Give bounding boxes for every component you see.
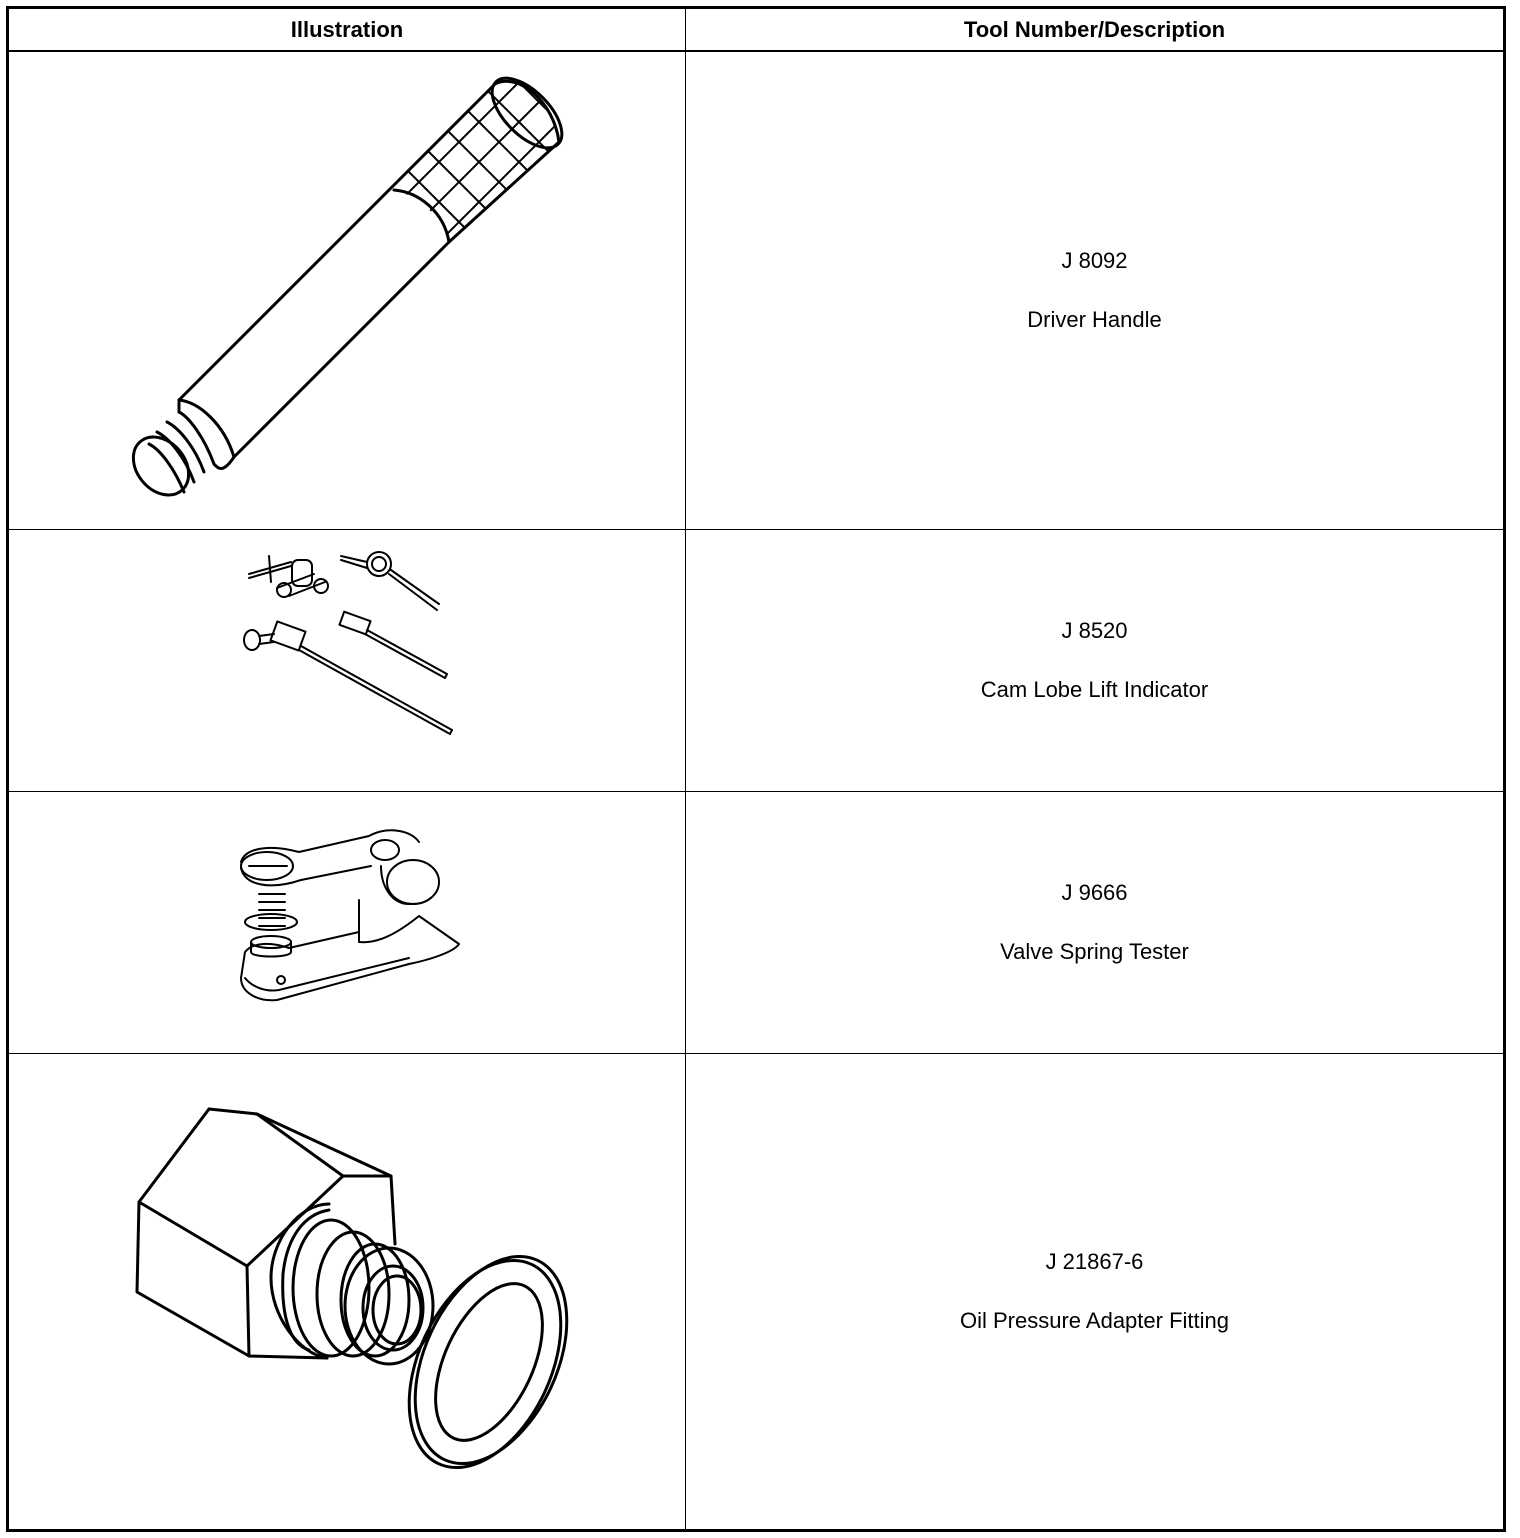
- tools-table: [6, 6, 1506, 1532]
- illustration-cell: [9, 1054, 685, 1529]
- table-row: [9, 530, 1503, 791]
- table-row: [9, 792, 1503, 1053]
- description-cell: [686, 52, 1503, 529]
- tool-description: Cam Lobe Lift Indicator: [980, 677, 1209, 702]
- oil-pressure-adapter-fitting-icon: [9, 1054, 685, 1529]
- cam-lobe-lift-indicator-icon: [9, 530, 685, 791]
- table-row: [9, 52, 1503, 529]
- tool-number: J 8520: [1061, 618, 1128, 643]
- description-column-header: Tool Number/Description: [963, 17, 1226, 42]
- illustration-column-header: Illustration: [290, 17, 404, 42]
- tool-description: Valve Spring Tester: [1000, 939, 1189, 964]
- tool-description: Driver Handle: [1027, 307, 1162, 332]
- tool-number: J 8092: [1061, 248, 1128, 273]
- tool-number: J 9666: [1061, 880, 1128, 905]
- tool-description: Oil Pressure Adapter Fitting: [959, 1308, 1229, 1333]
- table-row: [9, 1054, 1503, 1529]
- driver-handle-icon: [9, 52, 685, 529]
- illustration-cell: [9, 52, 685, 529]
- tool-number: J 21867-6: [1045, 1249, 1144, 1274]
- description-cell: [686, 530, 1503, 791]
- description-cell: [686, 792, 1503, 1053]
- description-cell: [686, 1054, 1503, 1529]
- valve-spring-tester-icon: [9, 792, 685, 1053]
- illustration-cell: [9, 792, 685, 1053]
- illustration-cell: [9, 530, 685, 791]
